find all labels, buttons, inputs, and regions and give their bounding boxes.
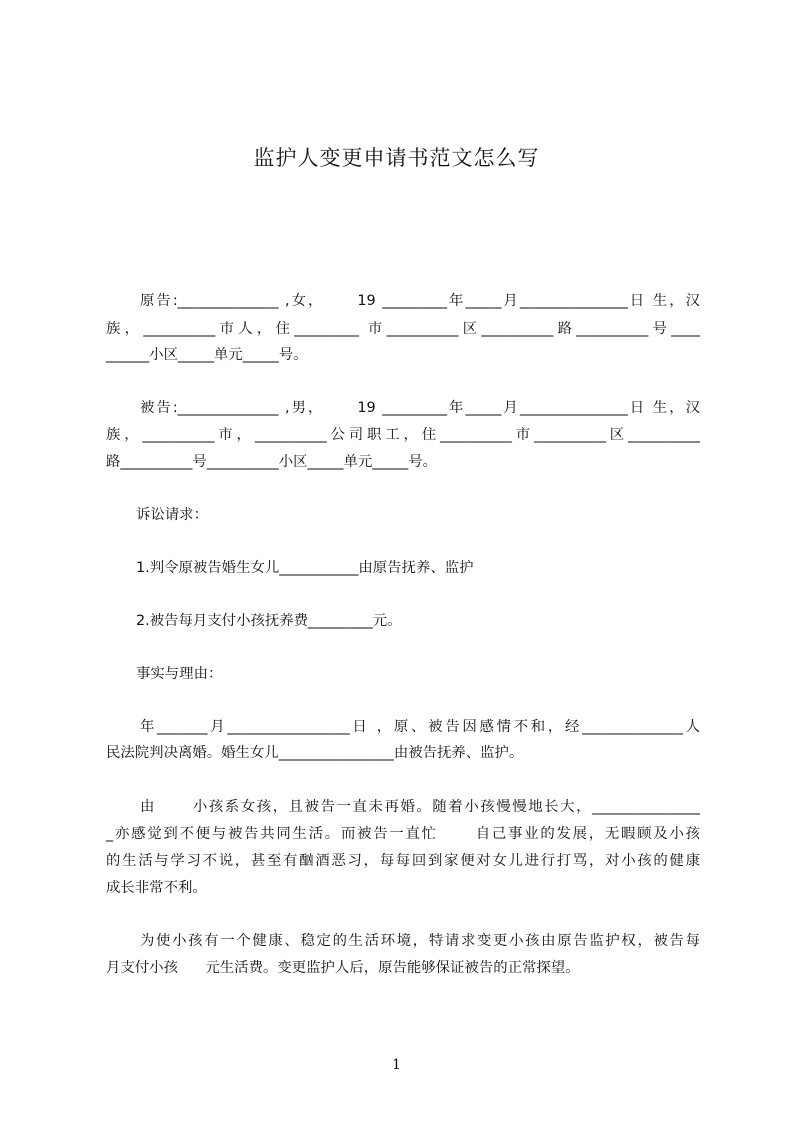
page-number: 1 [392, 1057, 401, 1073]
facts-para3-line-1: 为使小孩有一个健康、稳定的生活环境，特请求变更小孩由原告监护权，被告每 [140, 933, 700, 949]
plaintiff-line-2: 族，__________市人，住_________ 市__________区__________路__________号____ [106, 321, 700, 337]
facts-para1-line-1: 年_______月_________________日 ，原、被告因感情不和，经______________人 [140, 719, 700, 735]
plaintiff-line-3: ______小区_____单元_____号。 [106, 347, 308, 363]
facts-heading: 事实与理由： [136, 666, 223, 682]
facts-para2-line-1: 由 小孩系女孩，且被告一直未再婚。随着小孩慢慢地长大，_______________ [140, 799, 700, 815]
claims-heading: 诉讼请求： [136, 507, 208, 523]
facts-para2-line-4: 成长非常不利。 [106, 880, 207, 896]
defendant-line-2: 族，__________市，__________公司职工，住__________市__________区__________ [106, 427, 700, 443]
facts-para2-line-3: 的生活与学习不说，甚至有酗酒恶习，每每回到家便对女儿进行打骂，对小孩的健康 [106, 853, 700, 869]
claim-item-1: 1.判令原被告婚生女儿___________由原告抚养、监护 [136, 560, 474, 576]
defendant-line-3: 路__________号__________小区_____单元_____号。 [106, 454, 437, 470]
defendant-line-1: 被告:______________ ,男， 19 _________年_____月_______________日 生，汉 [140, 400, 700, 416]
facts-para1-line-2: 民法院判决离婚。婚生女儿________________由被告抚养、监护。 [106, 745, 524, 761]
facts-para3-line-2: 月支付小孩 元生活费。变更监护人后，原告能够保证被告的正常探望。 [106, 960, 580, 976]
document-title: 监护人变更申请书范文怎么写 [253, 146, 540, 170]
plaintiff-line-1: 原告:______________ ,女， 19 _________年_____月_______________日 生，汉 [140, 293, 700, 309]
facts-para2-line-2: _亦感觉到不便与被告共同生活。而被告一直忙 自己事业的发展，无暇顾及小孩 [106, 826, 700, 842]
claim-item-2: 2.被告每月支付小孩抚养费_________元。 [136, 613, 402, 629]
